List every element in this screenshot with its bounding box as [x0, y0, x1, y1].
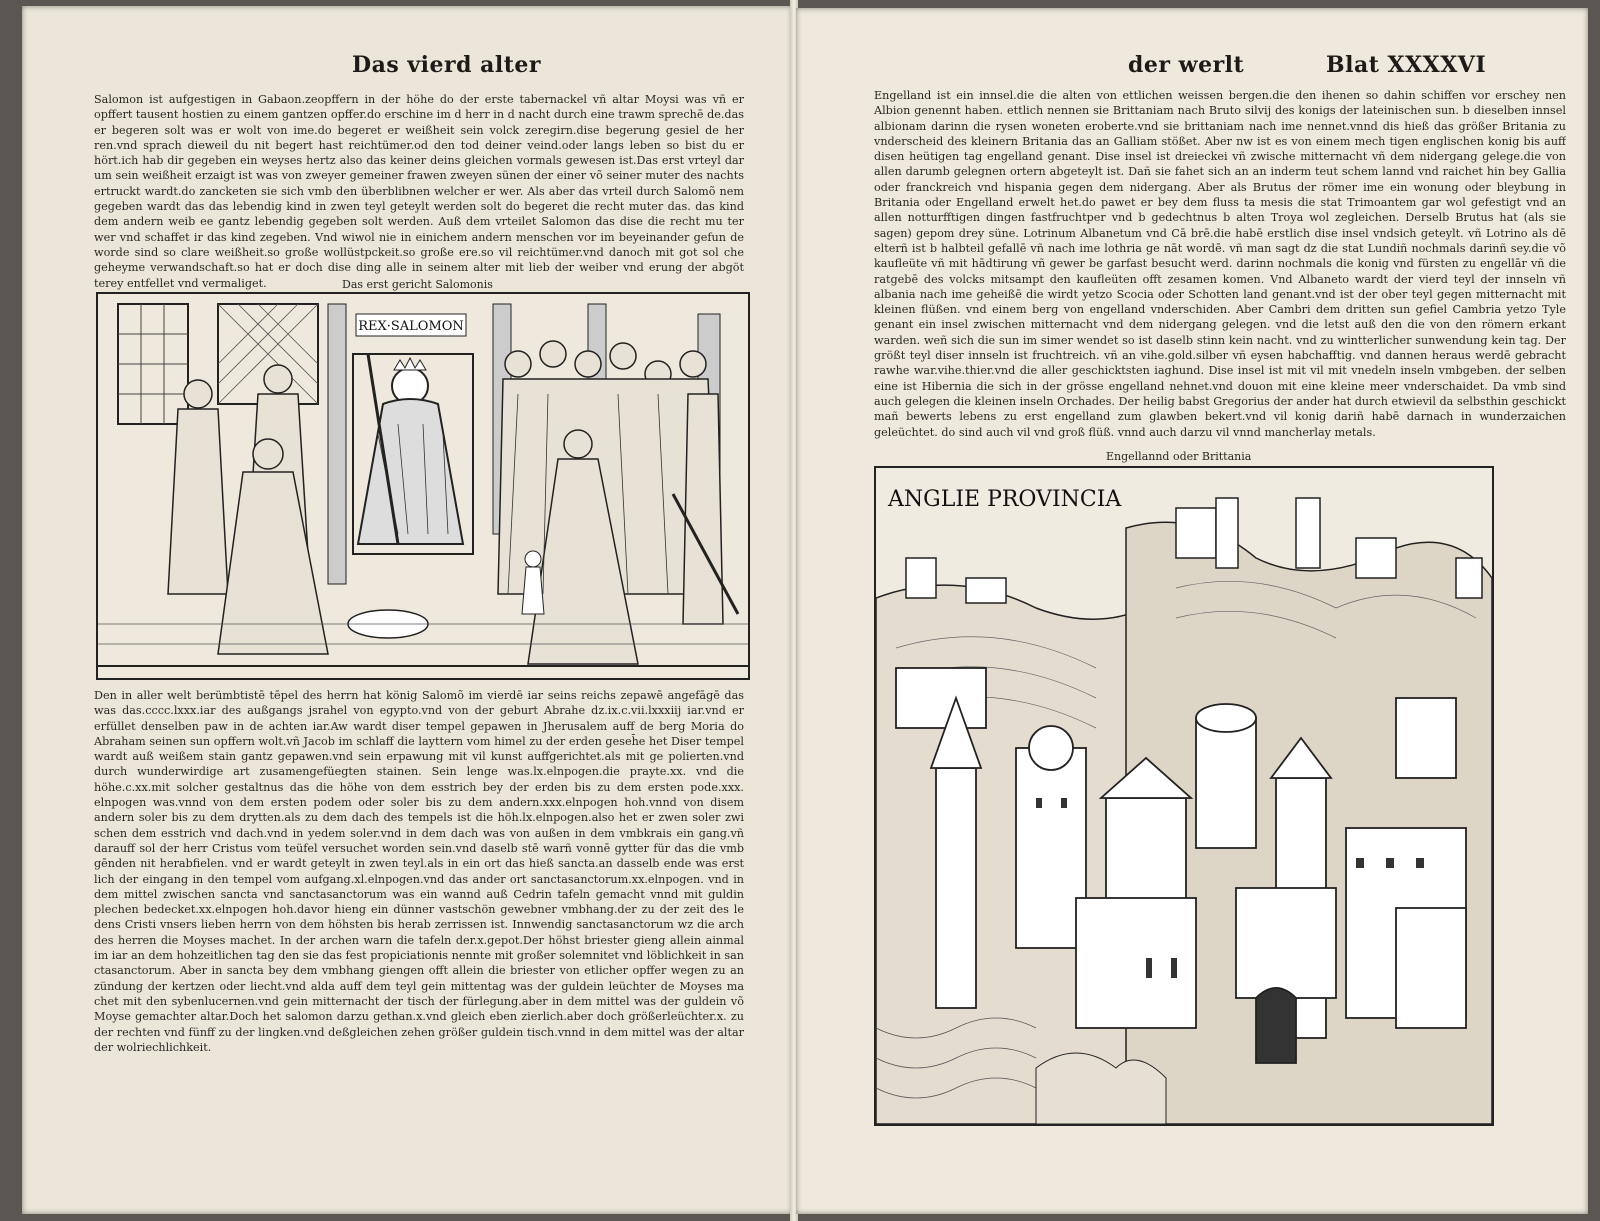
anglie-provincia-title: ANGLIE PROVINCIA [888, 487, 1122, 512]
left-page [22, 6, 792, 1214]
rex-salomon-label: REX·SALOMON [358, 319, 464, 334]
solomon-judgement-woodcut [96, 292, 750, 680]
left-text-block-1: Salomon ist aufgestigen in Gabaon.zeopffern in der höhe do der erste tabernackel vñ altar Moysi was vñ er opffert tausent hostien zu einem gantzen opffer.do erschine im d herr in d nacht durch eine trawm sprechē de.das er begeren solt was er wolt von ime.do begeret er weißheit sein volck zeregirn.dise begerung gesiel de her ren.vnd sprach dieweil du nit begert hast reichtümer.od den tod deiner veind.oder langs leben so bist du er hört.ich hab dir gegeben ein weyses hertz also das keiner deins gleichen vormals gewesen ist.Das erst vrteyl dar um sein weißheit erzaigt ist was von zweyer gemeiner frawen zweyen sünen der einer võ seiner muter des nachts ertruckt wardt.do zancketen sie sich vmb den überblibnen welcher er wer. Als aber das vrteil durch Salomõ nem gegeben wardt das das lebendig kind in zwen teyl geteylt werden solt do begeret die recht muter das. das kind dem andern weib ee gantz lebendig gegeben solt werden. Auß dem vrteilet Salomon das dise die recht mu ter wer vnd schaffet ir das kind zegeben. Vnd wiwol nie in einichem andern menschen vor im beyeinander gefun de worde sind so clare weißheit.so große wollüstpckeit.so große ere.so vil reichtümer.vnd danoch mit got sol che geheyme verwandschaft.so hat er doch dise ding alle in seinem alter mit lieb der weiber vnd erung der abgöt terey entfellet vnd vermaliget. [94, 93, 744, 290]
left-text-block-2: Den in aller welt berümbtistē tēpel des herrn hat könig Salomõ im vierdē iar seins reichs zepawē angefāgē das was das.cccc.lxxx.iar des außgangs jsrahel von egypto.vnd von der geburt Abrahe dz.ix.c.vii.lxxxiij iar.vnd er erfüllet denselben paw in de achten iar.Aw wardt diser tempel gepawen in Jherusalem auff de berg Moria do Abraham seinen sun opffern wolt.vñ Jacob im schlaff die layttern vom himel zu der erden geseh̄e het Diser tempel wardt auß weißem stain gantz gepawen.vnd sein erpawung mit vil kunst auffgerichtet.als mit ge polierten.vnd durch wunderwirdige art zusamengefüegten stainen. Sein lenge was.lx.elnpogen.die prayte.xx. vnd die höhe.c.xx.mit solcher gestaltnus das die höhe von dem esstrich bey der erden bis zu dem ersten pode.xxx. elnpogen was.vnnd von dem ersten podem oder soler bis zu dem andern.xxx.elnpogen hoh.vnnd von disem andern soler bis zu dem drytten.als zu dem dach des tempels ist die höh.lx.elnpogen.also het er zwen soler zwi schen dem esstrich vnd dach.vnd in yedem soler.vnd in dem dach was von außen in dem vmbkrais ein gang.vñ darauff sol der herr Cristus vom teüfel versuchet worden sein.vnd daselb stē warñ vonnē gytter für das die vmb gēnden nit herabfielen. vnd er wardt geteylt in zwen teyl.als in ein ort das hieß sancta.an dasselb ende was erst lich der eingang in den tempel vom aufgang.xl.elnpogen.vnd das ander ort sanctasanctorum.xx.elnpogen. vnd in dem mittel zwischen sancta vnd sanctasanctorum was ein wannd auß Cedrin tafeln gemacht vnnd mit guldin plechen bedecket.xx.elnpogen hoh.davor hieng ein dünner vastschön gewebner vmbhang.der zu der zeit des le dens Cristi vnsers lieben herrn von dem höhsten bis herab zerrissen ist. Innwendig sanctasanctorum wz die arch des herren die Moyses machet. In der archen warn die tafeln der.x.gepot.Der höhst briester gieng allein ainmal im iar an dem hohzeitlichen tag den sie das fest propiciationis nennte mit großer solemnitet vnd löblichkeit in san ctasanctorum. Aber in sancta bey dem vmbhang giengen offt allein die briester von etlicher opffer wegen zu an zündung der kertzen oder liecht.vnd alda auff dem teyl gein mittentag was der guldein leüchter de Moyses ma chet mit den sybenlucernen.vnd gein mitternacht der tisch der fürlegung.aber in dem mittel was der guldein võ Moyse gemachter altar.Doch het salomon darzu gethan.x.vnd gleich eben zierlich.aber doch größerleüchter.x. zu der rechten vnd fünff zu der lingken.vnd deßgleichen zehen größer guldein tisch.vnnd in dem mittel was der altar der wolriechlichkeit. [94, 689, 744, 1054]
anglie-provincia-woodcut [874, 466, 1494, 1126]
right-woodcut-caption: Engellannd oder Brittania [1106, 450, 1252, 463]
left-woodcut-caption: Das erst gericht Salomonis [342, 278, 493, 291]
right-page [796, 8, 1588, 1214]
right-text-block: Engelland ist ein innsel.die die alten von ettlichen weissen bergen.die den ihenen so dahin schiffen vor erschey nen Albion genennt haben. ettlich nennen sie Brittaniam nach Bruto silvij des konigs der lateinischen sun. b dieselben innsel albionam darinn die rysen woneten eroberte.vnd sie brittaniam nach ime nennet.vnnd dis hieß das größer Britania zu vnderscheid des kleinern Britania das an Galliam stößet. Aber nw ist es von einem mech tigen englischen konig bis auff disen heütigen tag engelland genant. Dise insel ist dreieckei vñ zwische mitternacht vñ dem nidergang gelege.die von allen darumb gelegnen ortern abgeteylt ist. Dañ sie fahet sich an an inderm teut schem lannd vnd raichet hin bey Gallia oder franckreich vnd hispania gegen dem nidergang. Aber als Brutus der römer ime ein wonung oder bleybung in Britania oder Engelland erwelt het.do pawet er bey dem fluss ta mesis die stat Trimoantem gar wol gefestigt vnd an allen notturfftigen dingen fastfruchtper vnd b gedechtnus b alten Troya wol zegleichen. Derselb Brutus hat (als sie sagen) gepom drey süne. Lotrinum Albanetum vnd Cā brē.die habē erstlich dise insel vndsich geteylt. vñ Lotrino als dē elterñ ist b halbteil gefallē vñ nach ime lothria ge nāt wordē. vñ man sagt dz die stat Lundiñ nochmals darinñ sey.die võ kaufleüte vñ mit hādtirung vñ gewer be garfast besucht werd. darinn nochmals die konig vnd fürsten zu engellār vñ die ratgebē des volcks mitsampt den kaufleüten offt zesamen komen. Vnd Albaneto wardt der vierd teyl der innseln vñ albania nach ime geheißē die wirdt yetzo Scocia oder Schotten land genant.vnd ist der ober teyl gegen mitternacht mit kleinen flüßen. vnd einem berg von engelland vnderschiden. Aber Cambri dem dritten sun gefiel Cambria yetzo Tyle genant ein insel zwischen mitternacht vnd dem nidergang gelegen. vnd die letst auß den die von den römern erkant warden. weñ sich die sun im simer wendet so ist daselb stinn kein nacht. vnd zu wintterlicher sunwendung kein tag. Der größt teyl diser innseln ist fruchtreich. vñ an vihe.gold.silber vñ eysen habchafftig. vnd dannen heraus werdē gebracht rawhe war.vihe.thier.vnd die aller geschicktsten iaghund. Dise insel ist mit vil mit vnedeln inseln vmbgeben. der selben eine ist Hibernia die sich in der grösse engelland nehnet.vnd douon mit eine kleine meer vnderschaidet. Da vmb sind auch gelegen die kleinen inseln Orchades. Der heilig babst Gregorius der ander hat durch etwievil da selbsthin geschickt mañ bewerts lebens zu erst engelland zum glawben bekert.vnd vil konig dariñ habē darnach in wunderzaichen geleüchtet. do sind auch vil vnd groß flüß. vnnd auch darzu vil vnnd mancherlay metals. [874, 89, 1566, 439]
right-running-head: der werlt [1128, 52, 1245, 78]
folio-number: Blat XXXXVI [1326, 52, 1487, 78]
left-running-head: Das vierd alter [352, 52, 542, 78]
